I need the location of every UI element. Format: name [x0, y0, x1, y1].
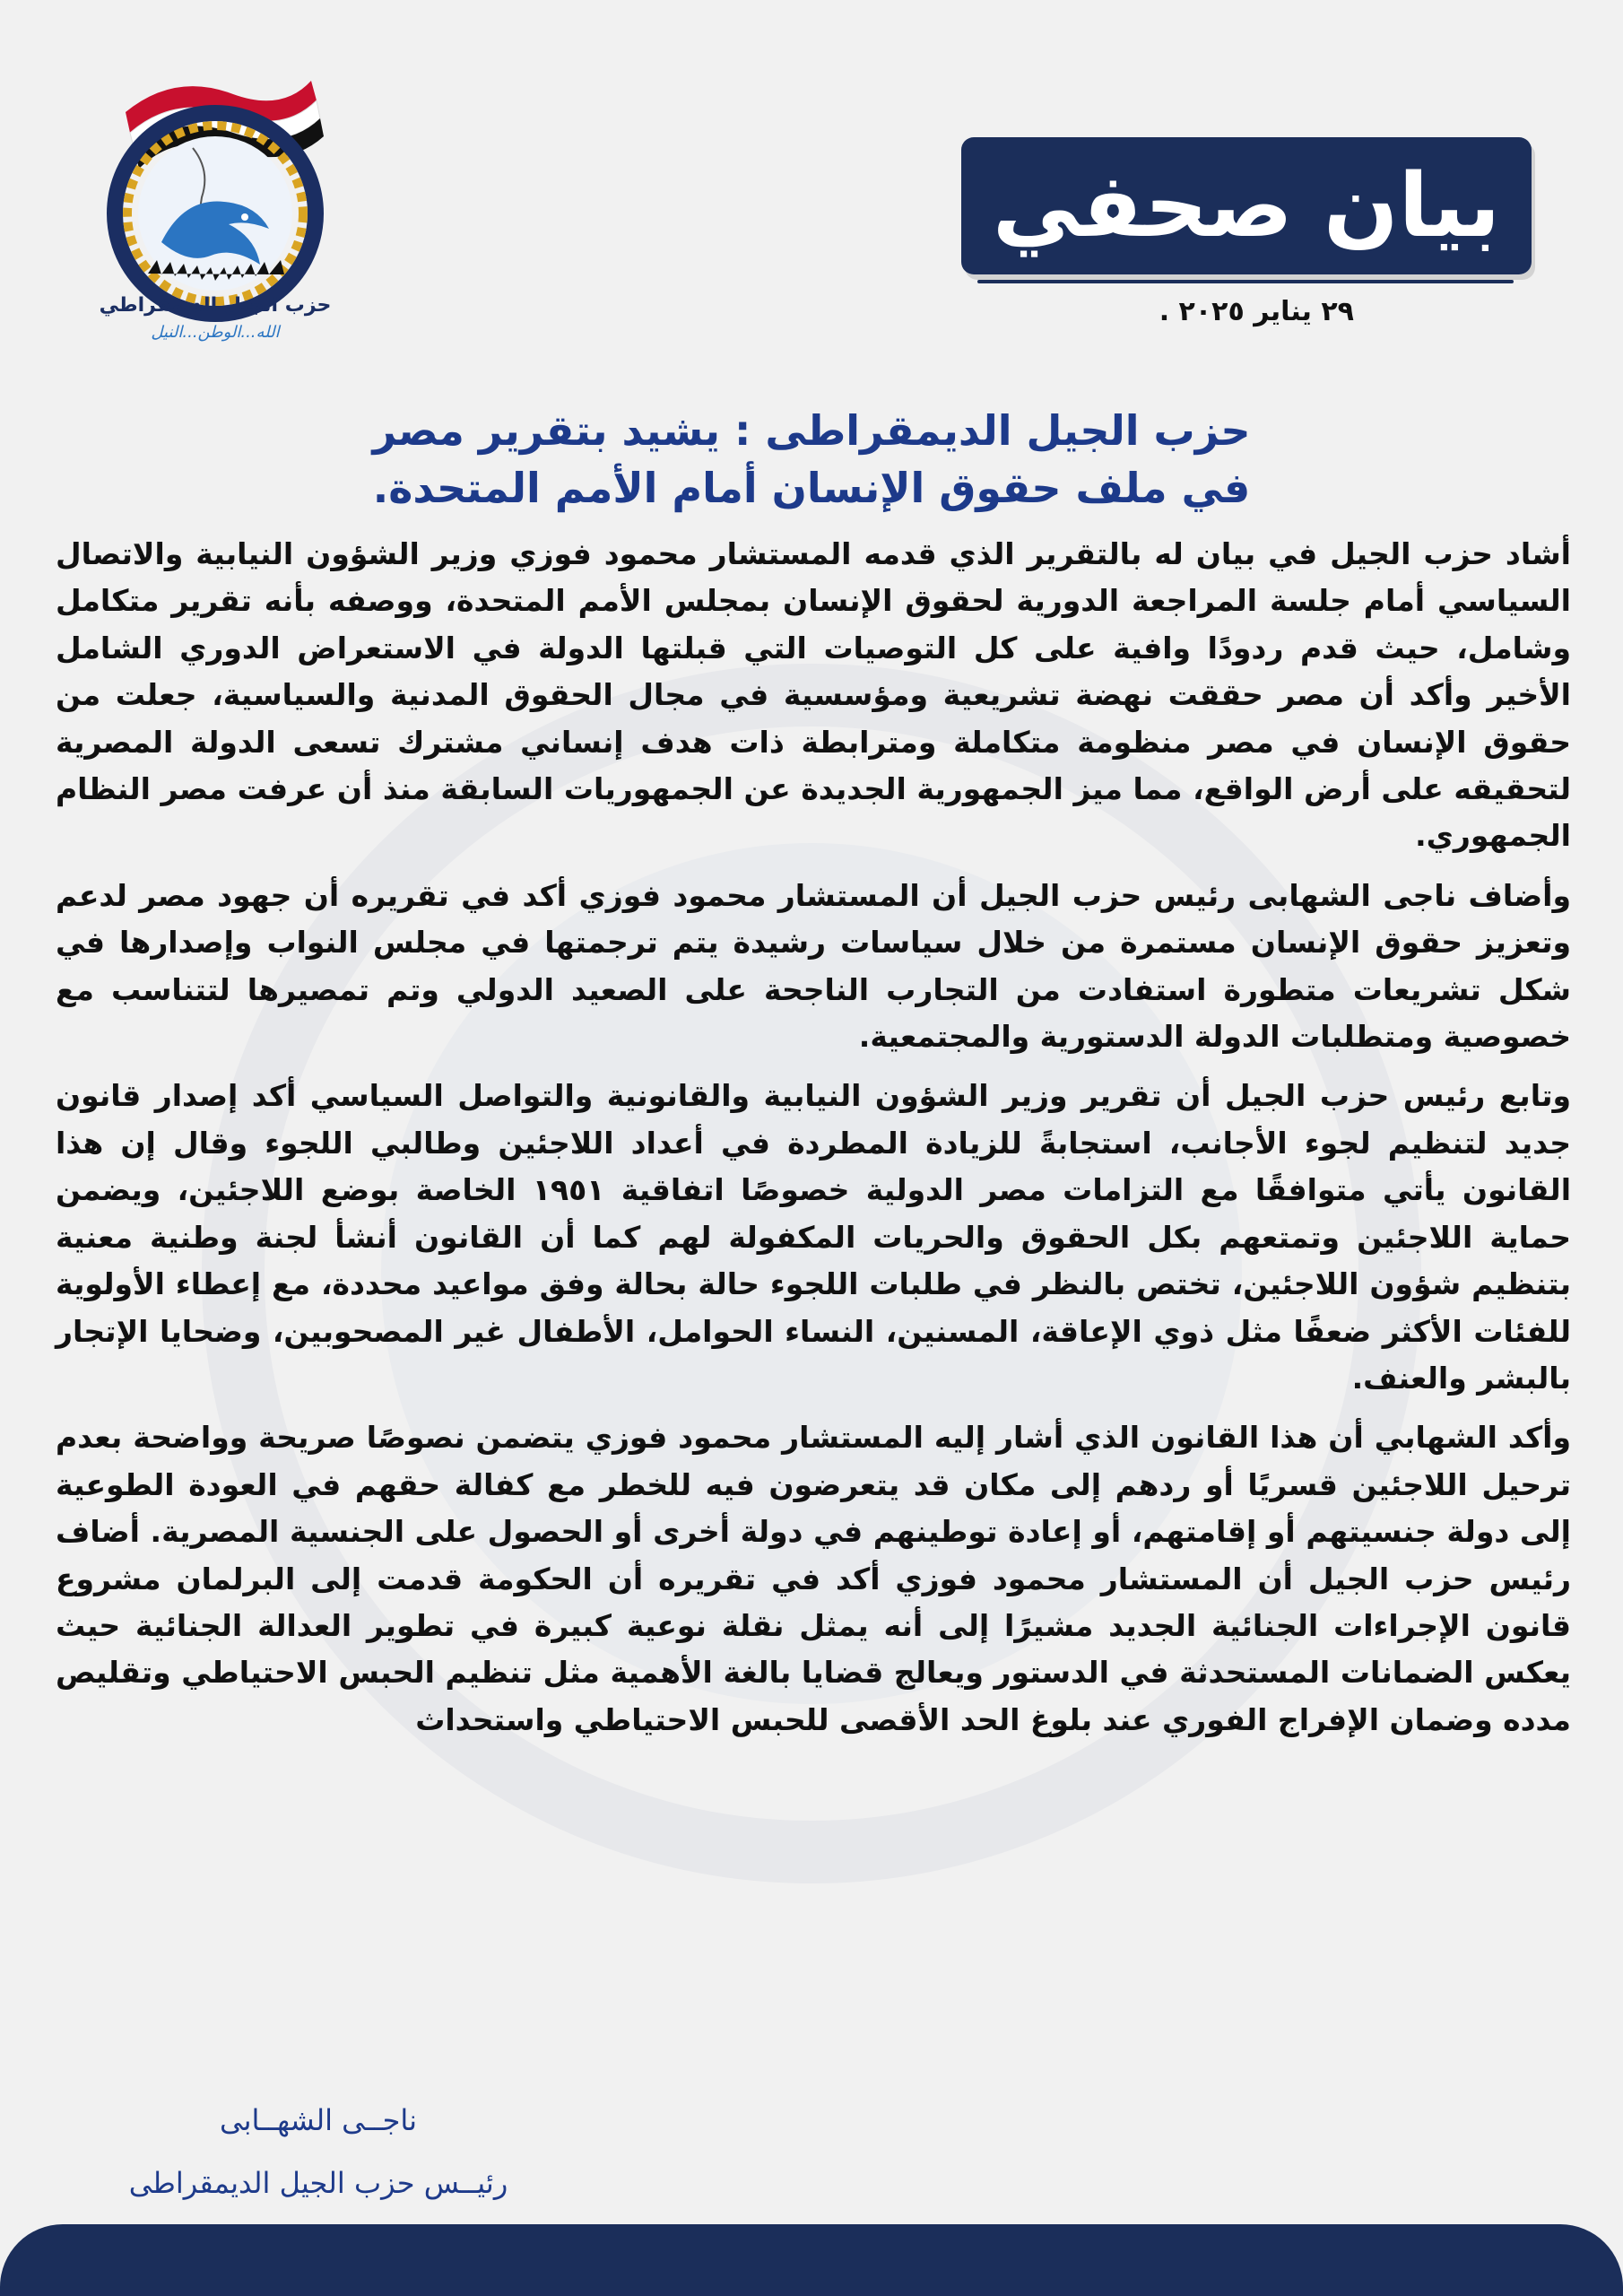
press-release-badge — [961, 137, 1532, 274]
logo-slogan: الله...الوطن...النيل — [151, 323, 280, 342]
headline-line-2: في ملف حقوق الإنسان أمام الأمم المتحدة. — [372, 464, 1251, 512]
release-date: ٢٩ يناير ٢٠٢٥ . — [1159, 296, 1354, 327]
body-text — [56, 531, 1571, 2047]
headline — [143, 402, 1480, 517]
headline-line-1: حزب الجيل الديمقراطى : يشيد بتقرير مصر — [372, 406, 1251, 455]
signature-name: ناجــى الشهــابى — [219, 2103, 418, 2137]
party-logo — [76, 63, 354, 368]
paragraph: وأضاف ناجى الشهابى رئيس حزب الجيل أن المستشار محمود فوزي أكد في تقريره أن جهود مصر لدعم وتعزيز حقوق الإنسان مستمرة من خلال سياسات رشيدة يتم ترجمتها في مجلس النواب وإصدارها في شكل تشريعات متطورة استفادت من التجارب الناجحة على الصعيد الدولي وتم تمصيرها لتتناسب مع خصوصية ومتطلبات الدولة الدستورية والمجتمعية. — [56, 877, 1571, 1055]
signature-title: رئيــس حزب الجيل الديمقراطى — [128, 2166, 508, 2200]
paragraph: وأكد الشهابي أن هذا القانون الذي أشار إليه المستشار محمود فوزي يتضمن نصوصًا صريحة وواضحة بعدم ترحيل اللاجئين قسريًا أو ردهم إلى مكان قد يتعرضون فيه للخطر مع كفالة حقهم في العودة الطوعية إلى دولة جنسيتهم أو إقامتهم، أو إعادة توطينهم في دولة أخرى أو الحصول على الجنسية المصرية. أضاف رئيس حزب الجيل أن المستشار محمود فوزي أكد في تقريره أن الحكومة قدمت إلى البرلمان مشروع قانون الإجراءات الجنائية الجديد مشيرًا إلى أنه يمثل نقلة نوعية كبيرة في تطوير العدالة الجنائية حيث يعكس الضمانات المستحدثة في الدستور ويعالج قضايا بالغة الأهمية مثل تنظيم الحبس الاحتياطي وتقليص مدده وضمان الإفراج الفوري عند بلوغ الحد الأقصى للحبس الاحتياطي واستحداث — [56, 1420, 1571, 1737]
paragraph: أشاد حزب الجيل في بيان له بالتقرير الذي قدمه المستشار محمود فوزي وزير الشؤون النيابية والاتصال السياسي أمام جلسة المراجعة الدورية لحقوق الإنسان بمجلس الأمم المتحدة، ووصفه بأنه تقرير متكامل وشامل، حيث قدم ردودًا وافية على كل التوصيات التي قبلتها الدولة في الاستعراض الدوري الشامل الأخير وأكد أن مصر حققت نهضة تشريعية ومؤسسية في مجال الحقوق المدنية والسياسية، جعلت من حقوق الإنسان في مصر منظومة متكاملة ومترابطة ذات هدف إنساني مشترك تسعى الدولة المصرية لتحقيقه على أرض الواقع، مما ميز الجمهورية الجديدة عن الجمهوريات السابقة منذ أن عرفت مصر النظام الجمهوري. — [56, 536, 1571, 854]
logo-party-name: حزب الجيل الديمقراطي — [99, 294, 332, 317]
footer-band — [0, 2224, 1623, 2296]
logo-emblem-icon — [76, 63, 354, 368]
paragraph: وتابع رئيس حزب الجيل أن تقرير وزير الشؤون النيابية والقانونية والتواصل السياسي أكد إصدار قانون جديد لتنظيم لجوء الأجانب، استجابةً للزيادة المطردة في أعداد اللاجئين وطالبي اللجوء وقال إن هذا القانون يأتي متوافقًا مع التزامات مصر الدولية خصوصًا اتفاقية ١٩٥١ الخاصة بوضع اللاجئين، ويضمن حماية اللاجئين وتمتعهم بكل الحقوق والحريات المكفولة لهم كما أن القانون أنشأ لجنة وطنية معنية بتنظيم شؤون اللاجئين، تختص بالنظر في طلبات اللجوء حالة بحالة وفق مواعيد محددة، مع إعطاء الأولوية للفئات الأكثر ضعفًا مثل ذوي الإعاقة، المسنين، النساء الحوامل، الأطفال غير المصحوبين، وضحايا الإتجار بالبشر والعنف. — [56, 1078, 1572, 1396]
page-title: بيان صحفي — [992, 154, 1501, 257]
badge-underline — [977, 280, 1514, 283]
